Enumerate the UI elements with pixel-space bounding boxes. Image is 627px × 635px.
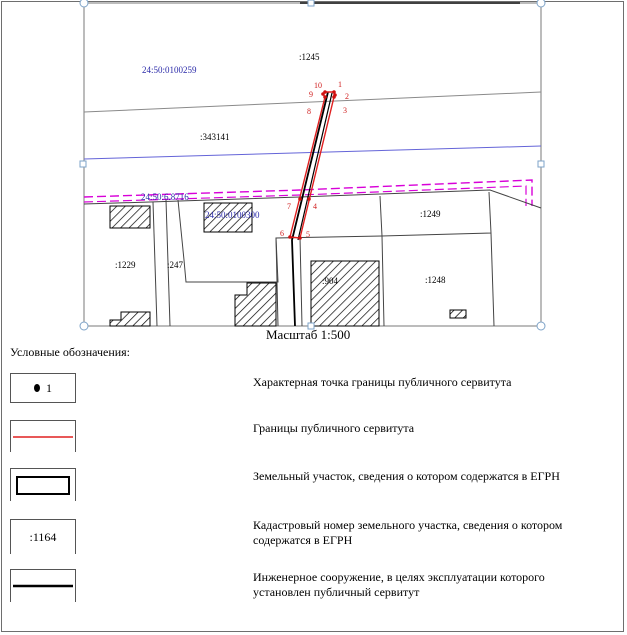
legend-symbol-cadastral (10, 519, 76, 554)
legend-symbol-point (10, 373, 76, 403)
point-label-1: 1 (338, 80, 342, 89)
legend-symbol-structure (10, 569, 76, 602)
parcel-label-1245: :1245 (299, 52, 320, 62)
point-label-6: 6 (280, 229, 284, 238)
parcel-rect-icon (11, 469, 75, 501)
point-label-8: 8 (307, 107, 311, 116)
parcel-label-247: :247 (167, 260, 184, 270)
parcel-label-1248: :1248 (425, 275, 446, 285)
building-904 (311, 261, 379, 326)
zone-label-6-8716: 24:50:6.8716 (141, 192, 189, 202)
legend-desc-point: Характерная точка границы публичного сервитута (253, 375, 512, 389)
point-label-10: 10 (314, 81, 322, 90)
point-dot-icon (34, 384, 40, 392)
point-label-7: 7 (287, 202, 291, 211)
parcel-label-343141: :343141 (200, 132, 230, 142)
legend-desc-structure: Инженерное сооружение, в целях эксплуатации которого установлен публичный сервитут (253, 570, 545, 599)
legend-symbol-parcel (10, 468, 76, 501)
block-label-0100300: 24:50:0100300 (205, 210, 260, 220)
point-label-4: 4 (313, 202, 317, 211)
building-5 (450, 310, 466, 318)
legend-symbol-boundary (10, 420, 76, 452)
parcel-1229-boundary (153, 202, 157, 326)
building-1 (110, 206, 150, 228)
scale-label: Масштаб 1:500 (266, 327, 351, 342)
point-label-2: 2 (345, 92, 349, 101)
point-label-9: 9 (309, 90, 313, 99)
legend-desc-cadastral: Кадастровый номер земельного участка, сведения о котором содержатся в ЕГРН (253, 518, 563, 547)
legend-title: Условные обозначения: (10, 345, 131, 359)
parcel-label-1249: :1249 (420, 209, 441, 219)
servitude-boundary (290, 92, 335, 238)
legend-desc-boundary: Границы публичного сервитута (253, 421, 415, 435)
building-3 (235, 283, 276, 326)
legend-desc-parcel: Земельный участок, сведения о котором содержатся в ЕГРН (253, 469, 560, 483)
block-label-0100259: 24:50:0100259 (142, 65, 197, 75)
engineering-structure-line-2 (298, 93, 332, 240)
parcel-904-boundary (276, 237, 302, 326)
parcel-label-904: :904 (322, 276, 339, 286)
red-line-icon (11, 421, 75, 451)
point-label-3: 3 (343, 106, 347, 115)
legend-point-number: 1 (46, 380, 52, 395)
black-line-icon (11, 570, 75, 602)
point-label-5: 5 (306, 230, 310, 239)
parcel-label-1229: :1229 (115, 260, 136, 270)
building-4 (110, 312, 150, 326)
legend-cadastral-number: :1164 (29, 529, 57, 544)
